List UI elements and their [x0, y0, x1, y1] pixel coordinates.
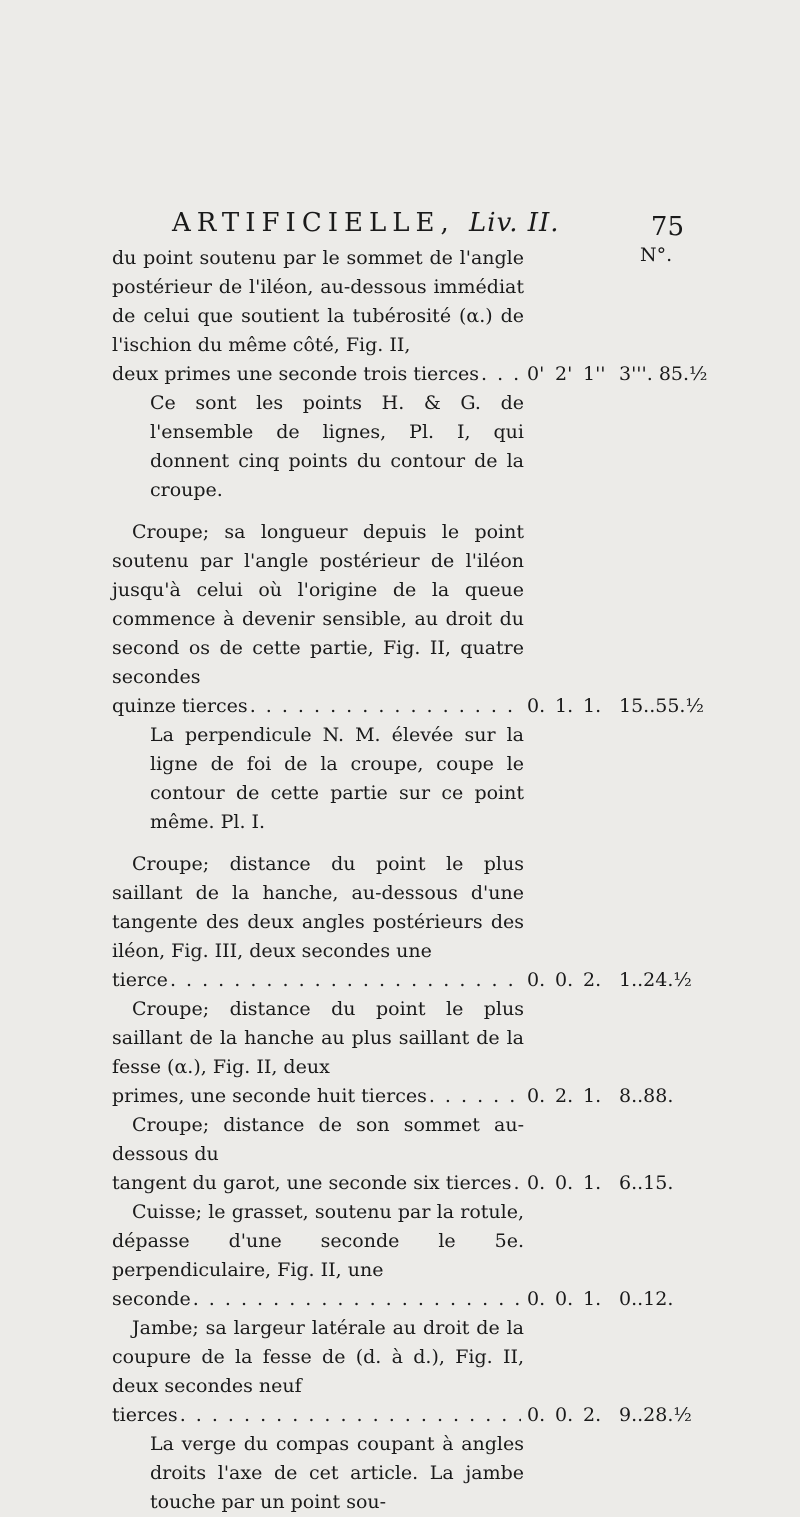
entry	[112, 850, 692, 995]
entry-note: La verge du compas coupant à angles droits l'axe de cet article. La jambe touche par un point sou-	[150, 1433, 524, 1513]
page-header	[172, 208, 682, 244]
entry-lead: seconde	[112, 1288, 191, 1310]
page-number: 75	[650, 212, 684, 242]
measurement	[527, 1082, 687, 1111]
measure-tierces: 2.	[583, 1404, 602, 1426]
measure-seconds: 0.	[555, 969, 574, 991]
entry-measure-line	[112, 1169, 687, 1198]
entry-lead: deux primes une seconde trois tierces	[112, 363, 479, 385]
entry-lead: quinze tierces	[112, 695, 248, 717]
measurement	[527, 966, 692, 995]
page-body	[112, 244, 708, 1517]
entry-lead: tierces	[112, 1404, 178, 1426]
spacer	[112, 837, 687, 850]
measure-primes: 0'	[527, 363, 545, 385]
measure-seconds: 0.	[555, 1172, 574, 1194]
measure-parts: 15..55.½	[619, 695, 704, 717]
entry-note: La perpendicule N. M. élevée sur la ligne de foi de la croupe, coupe le contour de cette partie sur ce point même. Pl. I.	[150, 724, 524, 833]
leader-dots	[193, 1285, 521, 1314]
entry	[112, 244, 708, 505]
section-label: Liv. II.	[469, 208, 560, 238]
leader-dots	[481, 360, 521, 389]
measure-tierces: 1''	[583, 363, 606, 385]
entry-paragraph: Croupe; sa longueur depuis le point soutenu par l'angle postérieur de l'iléon jusqu'à celui où l'origine de la queue commence à devenir sensible, au droit du second os de cette partie, Fig. II, quatre secondes	[112, 521, 524, 688]
leader-dots	[170, 966, 521, 995]
measure-primes: 0.	[527, 1172, 546, 1194]
running-title-text: ARTIFICIELLE,	[172, 208, 455, 238]
running-title	[172, 208, 560, 238]
entry-measure-line	[112, 966, 692, 995]
entry	[112, 1314, 692, 1517]
measure-parts: 9..28.½	[619, 1404, 692, 1426]
entry-measure-line	[112, 1082, 687, 1111]
leader-dots	[429, 1082, 521, 1111]
measure-tierces: 1.	[583, 695, 602, 717]
column-label: N°.	[640, 244, 673, 266]
measure-primes: 0.	[527, 695, 546, 717]
measure-seconds: 0.	[555, 1288, 574, 1310]
measurement	[527, 1169, 687, 1198]
entry-paragraph: Croupe; distance de son sommet au-dessous du	[112, 1114, 524, 1165]
measure-parts: 0..12.	[619, 1288, 674, 1310]
entry-measure-line	[112, 1285, 687, 1314]
entry-measure-line	[112, 692, 704, 721]
entry	[112, 1111, 687, 1198]
measure-tierces: 1.	[583, 1085, 602, 1107]
leader-dots	[513, 1169, 521, 1198]
measure-parts: 8..88.	[619, 1085, 674, 1107]
entry-paragraph: Croupe; distance du point le plus saillant de la hanche au plus saillant de la fesse (α.), Fig. II, deux	[112, 998, 524, 1078]
entry	[112, 1198, 687, 1314]
measurement	[527, 1401, 692, 1430]
measure-seconds: 2'	[555, 363, 573, 385]
entry-measure-line	[112, 360, 708, 389]
measure-primes: 0.	[527, 969, 546, 991]
measure-seconds: 0.	[555, 1404, 574, 1426]
measure-primes: 0.	[527, 1404, 546, 1426]
measure-tierces: 1.	[583, 1288, 602, 1310]
measure-tierces: 1.	[583, 1172, 602, 1194]
entry-paragraph: Croupe; distance du point le plus saillant de la hanche, au-dessous d'une tangente des deux angles postérieurs des iléon, Fig. III, deux secondes une	[112, 853, 524, 962]
entry-lead: tangent du garot, une seconde six tierces	[112, 1172, 512, 1194]
entry-paragraph: Cuisse; le grasset, soutenu par la rotule, dépasse d'une seconde le 5e. perpendiculaire, Fig. II, une	[112, 1201, 524, 1281]
measurement	[527, 1285, 687, 1314]
entry-note: Ce sont les points H. & G. de l'ensemble de lignes, Pl. I, qui donnent cinq points du contour de la croupe.	[150, 392, 524, 501]
entry	[112, 995, 687, 1111]
entry	[112, 518, 704, 837]
entry-paragraph: du point soutenu par le sommet de l'angle postérieur de l'iléon, au-dessous immédiat de celui que soutient la tubérosité (α.) de l'ischion du même côté, Fig. II,	[112, 247, 524, 356]
measure-seconds: 2.	[555, 1085, 574, 1107]
entry-paragraph: Jambe; sa largeur latérale au droit de la coupure de la fesse de (d. à d.), Fig. II, deux secondes neuf	[112, 1317, 524, 1397]
measure-primes: 0.	[527, 1085, 546, 1107]
entry-lead: tierce	[112, 969, 168, 991]
measure-primes: 0.	[527, 1288, 546, 1310]
measure-parts: 1..24.½	[619, 969, 692, 991]
measurement	[527, 692, 704, 721]
measure-tierces: 2.	[583, 969, 602, 991]
measure-parts: 6..15.	[619, 1172, 674, 1194]
entry-measure-line	[112, 1401, 692, 1430]
measure-seconds: 1.	[555, 695, 574, 717]
spacer	[112, 505, 687, 518]
entry-lead: primes, une seconde huit tierces	[112, 1085, 427, 1107]
leader-dots	[180, 1401, 521, 1430]
leader-dots	[250, 692, 521, 721]
measure-parts: 3'''. 85.½	[619, 363, 708, 385]
measurement	[527, 360, 708, 389]
